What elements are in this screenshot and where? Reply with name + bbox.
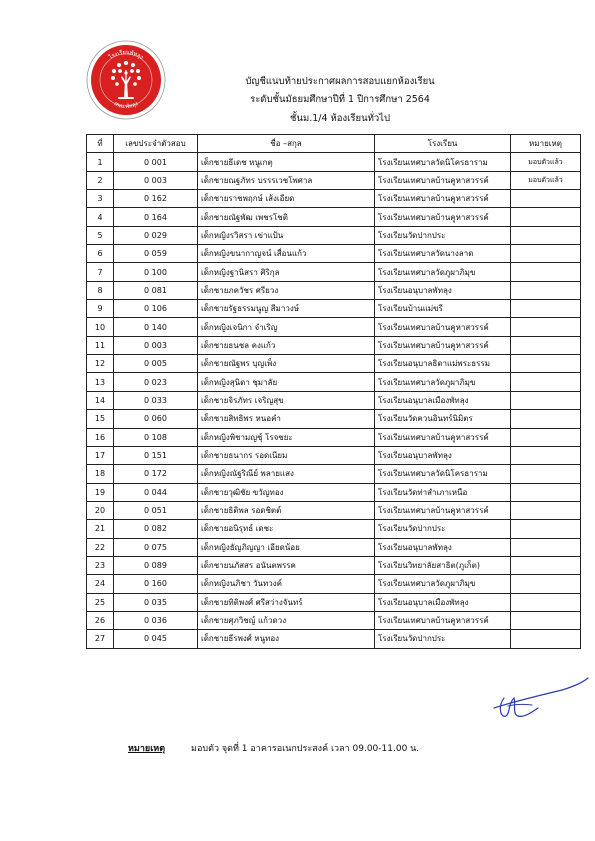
cell-school: โรงเรียนวัดปากประ <box>375 520 511 538</box>
cell-no: 10 <box>87 318 114 336</box>
cell-school: โรงเรียนเทศบาลบ้านคูหาสวรรค์ <box>375 208 511 226</box>
cell-name: เด็กหญิงขนากาญจน์ เสื่อนแก้ว <box>198 245 375 263</box>
table-row <box>87 630 581 648</box>
cell-exam-id: 0 044 <box>114 483 198 501</box>
cell-no: 14 <box>87 391 114 409</box>
table-row <box>87 336 581 354</box>
table-header-row <box>87 135 581 153</box>
cell-exam-id: 0 100 <box>114 263 198 281</box>
cell-exam-id: 0 162 <box>114 190 198 208</box>
cell-note <box>511 355 581 373</box>
cell-note <box>511 190 581 208</box>
table-row <box>87 465 581 483</box>
cell-name: เด็กหญิงพิชามญชุ์ โรจชยะ <box>198 428 375 446</box>
cell-name: เด็กหญิงรวิสรา เข่าแป้น <box>198 226 375 244</box>
cell-exam-id: 0 036 <box>114 611 198 629</box>
table-row <box>87 556 581 574</box>
cell-exam-id: 0 045 <box>114 630 198 648</box>
cell-exam-id: 0 108 <box>114 428 198 446</box>
cell-no: 2 <box>87 171 114 189</box>
cell-exam-id: 0 164 <box>114 208 198 226</box>
cell-school: โรงเรียนวัดท่าสำเภาเหนือ <box>375 483 511 501</box>
table-row <box>87 373 581 391</box>
cell-school: โรงเรียนอนุบาลธิดาแม่พระธรรม <box>375 355 511 373</box>
cell-note <box>511 391 581 409</box>
cell-no: 1 <box>87 153 114 171</box>
cell-note <box>511 520 581 538</box>
cell-school: โรงเรียนอนุบาลเมืองพัทลุง <box>375 593 511 611</box>
cell-exam-id: 0 003 <box>114 171 198 189</box>
cell-no: 11 <box>87 336 114 354</box>
cell-name: เด็กชายธีเดช หนูเกตุ <box>198 153 375 171</box>
cell-name: เด็กชายธนชล คงแก้ว <box>198 336 375 354</box>
cell-school: โรงเรียนเทศบาลวัดภูผาภิมุข <box>375 373 511 391</box>
cell-exam-id: 0 140 <box>114 318 198 336</box>
table-row <box>87 318 581 336</box>
cell-no: 5 <box>87 226 114 244</box>
cell-note <box>511 373 581 391</box>
cell-school: โรงเรียนเทศบาลบ้านคูหาสวรรค์ <box>375 428 511 446</box>
cell-note <box>511 538 581 556</box>
table-row <box>87 281 581 299</box>
cell-name: เด็กชายศุภวิชญ์ แก้วดวง <box>198 611 375 629</box>
table-row <box>87 208 581 226</box>
cell-exam-id: 0 075 <box>114 538 198 556</box>
cell-exam-id: 0 005 <box>114 355 198 373</box>
cell-note <box>511 300 581 318</box>
student-roster-table <box>86 134 581 649</box>
remark <box>128 741 419 755</box>
cell-school: โรงเรียนเทศบาลบ้านคูหาสวรรค์ <box>375 611 511 629</box>
cell-exam-id: 0 003 <box>114 336 198 354</box>
cell-no: 25 <box>87 593 114 611</box>
cell-name: เด็กชายธิติพล รอดชิตต์ <box>198 501 375 519</box>
cell-no: 6 <box>87 245 114 263</box>
cell-no: 27 <box>87 630 114 648</box>
cell-exam-id: 0 106 <box>114 300 198 318</box>
cell-school: โรงเรียนวัดปากประ <box>375 226 511 244</box>
cell-exam-id: 0 035 <box>114 593 198 611</box>
remark-label: หมายเหตุ <box>128 744 166 754</box>
cell-exam-id: 0 151 <box>114 446 198 464</box>
table-row <box>87 538 581 556</box>
cell-name: เด็กชายณัฐพัฒ เพชรโชติ <box>198 208 375 226</box>
cell-note <box>511 208 581 226</box>
cell-exam-id: 0 001 <box>114 153 198 171</box>
cell-no: 23 <box>87 556 114 574</box>
table-row <box>87 153 581 171</box>
cell-name: เด็กหญิงธัญภิญญา เอียดน้อย <box>198 538 375 556</box>
cell-name: เด็กชายอนิรุทธ์ เดชะ <box>198 520 375 538</box>
cell-name: เด็กหญิงสุนิดา ชุมาลัย <box>198 373 375 391</box>
cell-note <box>511 336 581 354</box>
signature <box>492 668 590 724</box>
cell-name: เด็กชายณฐภัทร บรรรเวชโพศาล <box>198 171 375 189</box>
cell-no: 4 <box>87 208 114 226</box>
cell-school: โรงเรียนอนุบาลเมืองพัทลุง <box>375 391 511 409</box>
cell-note <box>511 245 581 263</box>
cell-no: 17 <box>87 446 114 464</box>
cell-name: เด็กชายภควัชร ศรียวง <box>198 281 375 299</box>
cell-name: เด็กชายนภัสสร อนันตพรรค <box>198 556 375 574</box>
cell-note: มอบตัวแล้ว <box>511 153 581 171</box>
cell-exam-id: 0 160 <box>114 575 198 593</box>
cell-note <box>511 226 581 244</box>
cell-school: โรงเรียนเทศบาลวัดภูผาภิมุข <box>375 263 511 281</box>
cell-note <box>511 446 581 464</box>
table-row <box>87 520 581 538</box>
cell-school: โรงเรียนเทศบาลวัดนิโครธาราม <box>375 153 511 171</box>
cell-name: เด็กชายณัฐพร บุญเพ็ง <box>198 355 375 373</box>
cell-note <box>511 501 581 519</box>
table-row <box>87 593 581 611</box>
cell-name: เด็กหญิงเจนิกา จำเริญ <box>198 318 375 336</box>
cell-school: โรงเรียนเทศบาลบ้านคูหาสวรรค์ <box>375 171 511 189</box>
cell-note <box>511 410 581 428</box>
logo-text-bottom: สพม.พัทลุง <box>112 101 140 111</box>
cell-school: โรงเรียนวัดปากประ <box>375 630 511 648</box>
cell-note <box>511 593 581 611</box>
cell-no: 16 <box>87 428 114 446</box>
cell-school: โรงเรียนเทศบาลวัดภูผาภิมุข <box>375 575 511 593</box>
cell-note <box>511 465 581 483</box>
cell-note <box>511 611 581 629</box>
table-row <box>87 245 581 263</box>
cell-no: 8 <box>87 281 114 299</box>
cell-no: 13 <box>87 373 114 391</box>
cell-no: 20 <box>87 501 114 519</box>
column-header-no: ที่ <box>87 135 114 153</box>
table-row <box>87 355 581 373</box>
cell-name: เด็กชายราชพฤกษ์ เส้งเอียด <box>198 190 375 208</box>
cell-no: 22 <box>87 538 114 556</box>
column-header-note: หมายเหตุ <box>511 135 581 153</box>
cell-no: 26 <box>87 611 114 629</box>
cell-note <box>511 483 581 501</box>
remark-text: มอบตัว จุดที่ 1 อาคารอเนกประสงค์ เวลา 09.00-11.00 น. <box>191 744 420 754</box>
cell-exam-id: 0 051 <box>114 501 198 519</box>
table-body <box>87 153 581 648</box>
table-row <box>87 226 581 244</box>
school-logo <box>86 40 166 120</box>
cell-name: เด็กชายสิทธิพร หนอคำ <box>198 410 375 428</box>
cell-exam-id: 0 059 <box>114 245 198 263</box>
classroom-title: ชั้นม.1/4 ห้องเรียนทั่วไป <box>290 113 390 124</box>
cell-note: มอบตัวแล้ว <box>511 171 581 189</box>
cell-exam-id: 0 081 <box>114 281 198 299</box>
cell-school: โรงเรียนเทศบาลบ้านคูหาสวรรค์ <box>375 318 511 336</box>
cell-no: 9 <box>87 300 114 318</box>
cell-name: เด็กชายรัฐธรรมนูญ สีมาวงษ์ <box>198 300 375 318</box>
cell-school: โรงเรียนอนุบาลพัทลุง <box>375 446 511 464</box>
cell-name: เด็กชายทิติพงศ์ ศรีสว่างจันทร์ <box>198 593 375 611</box>
table-row <box>87 300 581 318</box>
cell-name: เด็กชายธีรพงศ์ หนูทอง <box>198 630 375 648</box>
cell-no: 19 <box>87 483 114 501</box>
cell-school: โรงเรียนอนุบาลพัทลุง <box>375 538 511 556</box>
table-row <box>87 171 581 189</box>
table-row <box>87 263 581 281</box>
cell-name: เด็กหญิงฐานิสรา ศิริกุล <box>198 263 375 281</box>
cell-exam-id: 0 023 <box>114 373 198 391</box>
table-row <box>87 428 581 446</box>
cell-exam-id: 0 033 <box>114 391 198 409</box>
cell-exam-id: 0 082 <box>114 520 198 538</box>
cell-school: โรงเรียนวิทยาลัยสาธิต(ภูเก็ต) <box>375 556 511 574</box>
cell-school: โรงเรียนบ้านแม่ขรี <box>375 300 511 318</box>
cell-note <box>511 428 581 446</box>
cell-school: โรงเรียนเทศบาลบ้านคูหาสวรรค์ <box>375 501 511 519</box>
cell-no: 24 <box>87 575 114 593</box>
table-row <box>87 483 581 501</box>
cell-school: โรงเรียนเทศบาลบ้านคูหาสวรรค์ <box>375 190 511 208</box>
cell-school: โรงเรียนเทศบาลวัดนางลาด <box>375 245 511 263</box>
table-row <box>87 391 581 409</box>
table-row <box>87 190 581 208</box>
document-title: บัญชีแนบท้ายประกาศผลการสอบแยกห้องเรียน <box>245 76 435 87</box>
column-header-name: ชื่อ –สกุล <box>198 135 375 153</box>
table-row <box>87 446 581 464</box>
cell-school: โรงเรียนเทศบาลบ้านคูหาสวรรค์ <box>375 336 511 354</box>
cell-exam-id: 0 172 <box>114 465 198 483</box>
cell-note <box>511 281 581 299</box>
cell-no: 21 <box>87 520 114 538</box>
cell-name: เด็กหญิงนภิชา วันทวงค์ <box>198 575 375 593</box>
column-header-exam-id: เลขประจำตัวสอบ <box>114 135 198 153</box>
cell-no: 15 <box>87 410 114 428</box>
table-row <box>87 501 581 519</box>
cell-school: โรงเรียนเทศบาลวัดนิโครธาราม <box>375 465 511 483</box>
cell-name: เด็กชายจิรภัทร เจริญสุข <box>198 391 375 409</box>
table-row <box>87 575 581 593</box>
column-header-school: โรงเรียน <box>375 135 511 153</box>
cell-no: 7 <box>87 263 114 281</box>
cell-note <box>511 556 581 574</box>
cell-exam-id: 0 029 <box>114 226 198 244</box>
cell-school: โรงเรียนวัดควนอินทร์นิมิตร <box>375 410 511 428</box>
table-row <box>87 410 581 428</box>
cell-name: เด็กชายวุฒิชัย ขวัญทอง <box>198 483 375 501</box>
cell-school: โรงเรียนอนุบาลพัทลุง <box>375 281 511 299</box>
cell-name: เด็กหญิงณัฐริณีย์ พลายแสง <box>198 465 375 483</box>
cell-no: 12 <box>87 355 114 373</box>
cell-no: 18 <box>87 465 114 483</box>
document-subtitle: ระดับชั้นมัธยมศึกษาปีที่ 1 ปีการศึกษา 2564 <box>250 94 430 105</box>
cell-exam-id: 0 089 <box>114 556 198 574</box>
cell-note <box>511 575 581 593</box>
cell-exam-id: 0 060 <box>114 410 198 428</box>
cell-no: 3 <box>87 190 114 208</box>
cell-note <box>511 630 581 648</box>
table-row <box>87 611 581 629</box>
cell-note <box>511 318 581 336</box>
logo-text-top: โรงเรียนพัทลุง <box>107 49 145 61</box>
cell-name: เด็กชายธนากร รอดเนียม <box>198 446 375 464</box>
cell-note <box>511 263 581 281</box>
